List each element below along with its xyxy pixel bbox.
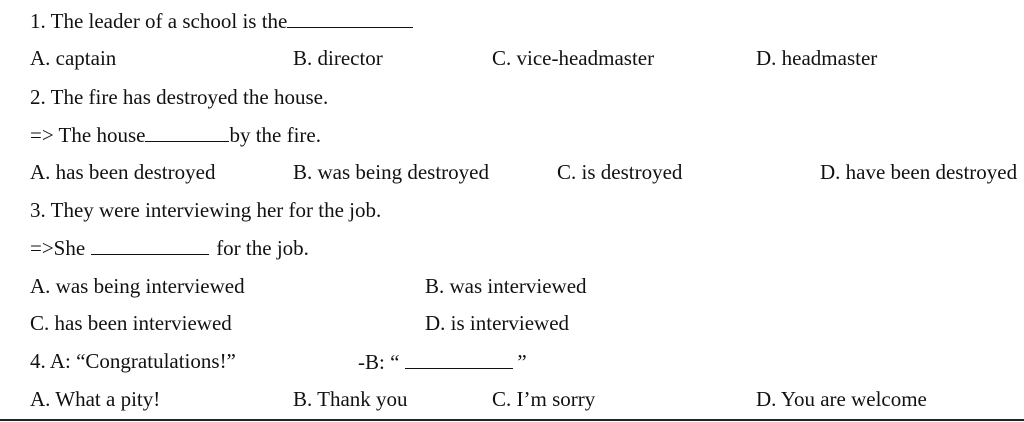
question-2-rewrite <box>30 124 321 146</box>
q4-option-a: A. What a pity! <box>30 387 161 411</box>
rewrite-prefix: => The house <box>30 123 146 147</box>
question-2-stem: 2. The fire has destroyed the house. <box>30 85 329 109</box>
q3-option-a: A. was being interviewed <box>30 274 245 298</box>
rewrite-suffix: for the job. <box>216 236 309 260</box>
question-4-stem-b <box>358 351 527 373</box>
q1-option-c: C. vice-headmaster <box>492 46 655 70</box>
q1-option-d: D. headmaster <box>756 46 878 70</box>
q2-option-a: A. has been destroyed <box>30 160 216 184</box>
rewrite-prefix: =>She <box>30 236 86 260</box>
bottom-divider <box>0 419 1024 421</box>
question-3-rewrite <box>30 237 309 259</box>
q3-option-b: B. was interviewed <box>425 274 587 298</box>
q1-option-b: B. director <box>293 46 383 70</box>
q4-option-c: C. I’m sorry <box>492 387 596 411</box>
q4-option-d: D. You are welcome <box>756 387 927 411</box>
q1-option-a: A. captain <box>30 46 117 70</box>
question-4-stem-a: 4. A: “Congratulations!” <box>30 349 236 373</box>
answer-blank <box>287 10 413 28</box>
q3-option-c: C. has been interviewed <box>30 311 232 335</box>
q2-option-c: C. is destroyed <box>557 160 683 184</box>
stem-b-suffix: ” <box>517 350 527 374</box>
question-3-stem: 3. They were interviewing her for the job. <box>30 198 382 222</box>
stem-b-prefix: -B: “ <box>358 350 400 374</box>
question-1-stem <box>30 10 413 32</box>
question-1-text: 1. The leader of a school is the <box>30 9 288 33</box>
rewrite-suffix: by the fire. <box>229 123 321 147</box>
q2-option-b: B. was being destroyed <box>293 160 489 184</box>
q4-option-b: B. Thank you <box>293 387 408 411</box>
answer-blank <box>91 237 209 255</box>
q3-option-d: D. is interviewed <box>425 311 570 335</box>
answer-blank <box>405 351 513 369</box>
q2-option-d: D. have been destroyed <box>820 160 1018 184</box>
answer-blank <box>145 124 229 142</box>
